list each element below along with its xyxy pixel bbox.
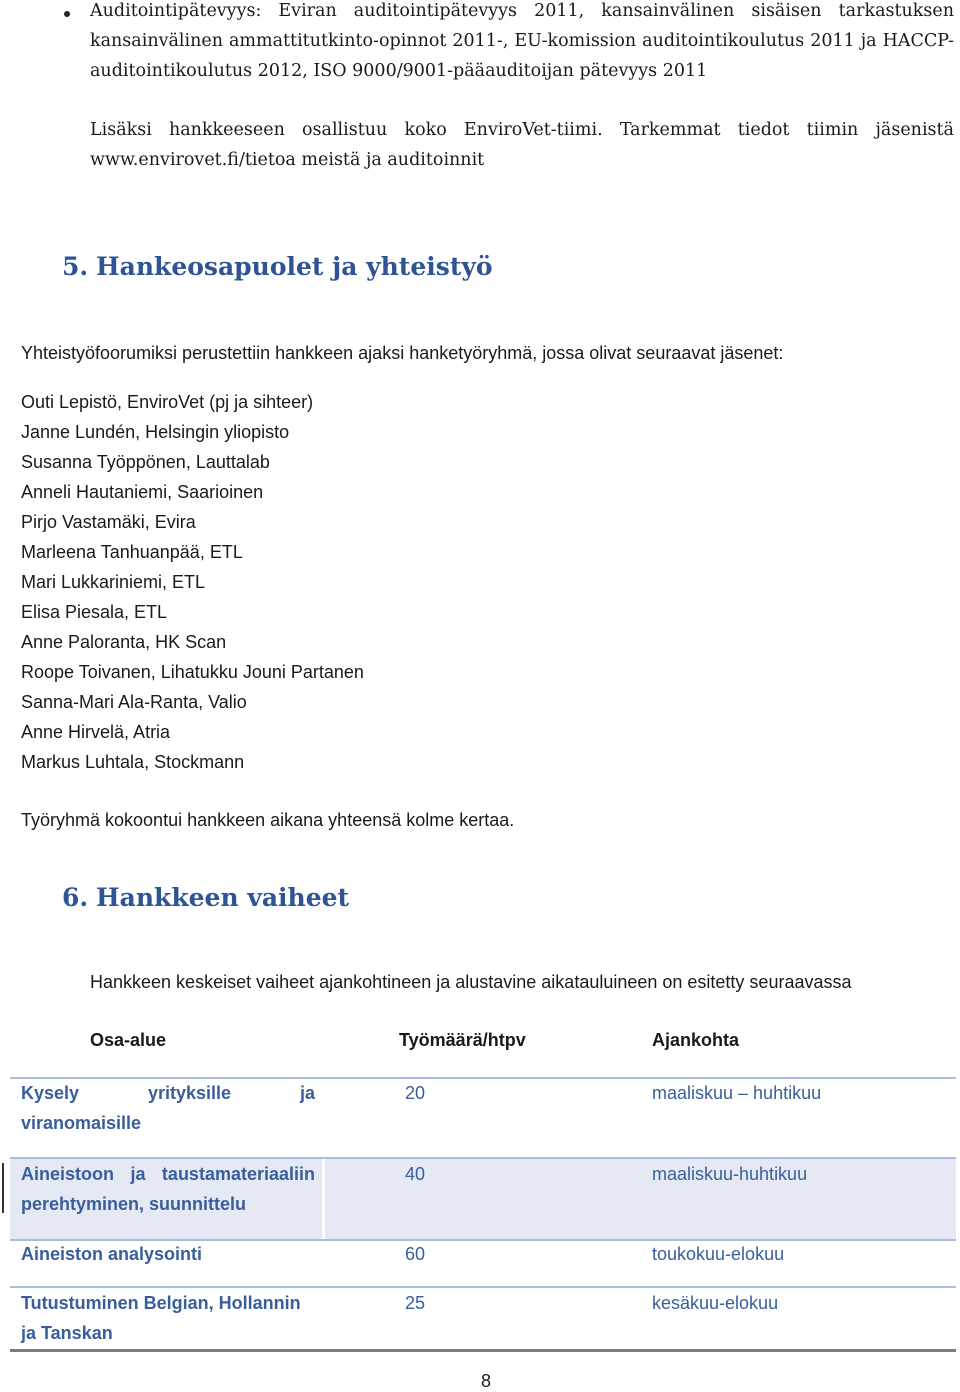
table-cell-area: Aineistoon ja taustamateriaaliin <box>21 1164 315 1184</box>
bullet-line-2: kansainvälinen ammattitutkinto-opinnot 2011-, EU-komission auditointikoulutus 2011 ja HACCP- <box>90 31 954 51</box>
bullet-dot <box>64 11 70 17</box>
table-row <box>21 1239 315 1269</box>
table-row <box>21 1288 315 1348</box>
member-item: Sanna-Mari Ala-Ranta, Valio <box>21 692 247 712</box>
team-info-line-1: Lisäksi hankkeeseen osallistuu koko EnviroVet-tiimi. Tarkemmat tiedot tiimin jäsenistä <box>90 120 954 140</box>
table-cell-area: Aineiston analysointi <box>21 1244 203 1264</box>
member-item: Anne Hirvelä, Atria <box>21 722 171 742</box>
member-item: Susanna Työppönen, Lauttalab <box>21 452 270 472</box>
table-cell-area-continued: viranomaisille <box>21 1113 142 1133</box>
member-item: Markus Luhtala, Stockmann <box>21 752 245 772</box>
member-item: Mari Lukkariniemi, ETL <box>21 572 206 592</box>
table-row <box>21 1159 315 1219</box>
member-item: Roope Toivanen, Lihatukku Jouni Partanen <box>21 662 364 682</box>
member-item: Elisa Piesala, ETL <box>21 602 168 622</box>
table-cell-effort: 40 <box>405 1164 426 1184</box>
section-5-title: Hankeosapuolet ja yhteistyö <box>96 252 493 281</box>
member-item: Outi Lepistö, EnviroVet (pj ja sihteer) <box>21 392 314 412</box>
section-6-title: Hankkeen vaiheet <box>96 883 350 912</box>
table-cell-effort: 25 <box>405 1293 426 1313</box>
bullet-item-auditing <box>0 0 960 90</box>
member-item: Pirjo Vastamäki, Evira <box>21 512 196 532</box>
table-cell-area-continued: ja Tanskan <box>21 1323 113 1343</box>
table-header-effort: Työmäärä/htpv <box>399 1030 526 1050</box>
table-cell-period: toukokuu-elokuu <box>652 1244 785 1264</box>
table-header-area: Osa-alue <box>90 1030 167 1050</box>
section-6-number: 6. <box>62 883 89 912</box>
section-5-closing: Työryhmä kokoontui hankkeen aikana yhteensä kolme kertaa. <box>21 810 515 830</box>
team-info-link[interactable]: www.envirovet.fi/tietoa meistä ja auditoinnit <box>90 150 485 170</box>
table-cell-area: Kysely yrityksille ja <box>21 1083 315 1103</box>
member-item: Anneli Hautaniemi, Saarioinen <box>21 482 264 502</box>
table-bottom-rule <box>10 1349 956 1352</box>
section-6-heading <box>62 883 349 912</box>
table-cell-effort: 20 <box>405 1083 426 1103</box>
table-cell-period: maaliskuu-huhtikuu <box>652 1164 808 1184</box>
table-cell-area: Tutustuminen Belgian, Hollannin <box>21 1293 301 1313</box>
section-5-intro: Yhteistyöfoorumiksi perustettiin hankkeen ajaksi hanketyöryhmä, jossa olivat seuraavat jäsenet: <box>21 343 784 363</box>
table-header-period: Ajankohta <box>652 1030 740 1050</box>
section-5-number: 5. <box>62 252 89 281</box>
member-item: Janne Lundén, Helsingin yliopisto <box>21 422 290 442</box>
table-cell-period: kesäkuu-elokuu <box>652 1293 779 1313</box>
bullet-line-3: auditointikoulutus 2012, ISO 9000/9001-pääauditoijan pätevyys 2011 <box>90 61 708 81</box>
section-6-intro: Hankkeen keskeiset vaiheet ajankohtineen ja alustavine aikatauluineen on esitetty seuraavassa <box>90 972 852 992</box>
table-cell-divider <box>322 1159 325 1239</box>
table-cell-effort: 60 <box>405 1244 426 1264</box>
table-cell-area-continued: perehtyminen, suunnittelu <box>21 1194 247 1214</box>
table-row-marker <box>2 1163 4 1213</box>
table-cell-period: maaliskuu – huhtikuu <box>652 1083 822 1103</box>
member-item: Anne Paloranta, HK Scan <box>21 632 227 652</box>
bullet-line-1: Auditointipätevyys: Eviran auditointipätevyys 2011, kansainvälinen sisäisen tarkastuksen <box>90 1 954 21</box>
section-5-heading <box>62 252 493 281</box>
page-number: 8 <box>481 1371 492 1391</box>
member-list <box>21 387 364 777</box>
table-row <box>21 1078 315 1138</box>
member-item: Marleena Tanhuanpää, ETL <box>21 542 243 562</box>
phases-table <box>0 1020 960 1360</box>
